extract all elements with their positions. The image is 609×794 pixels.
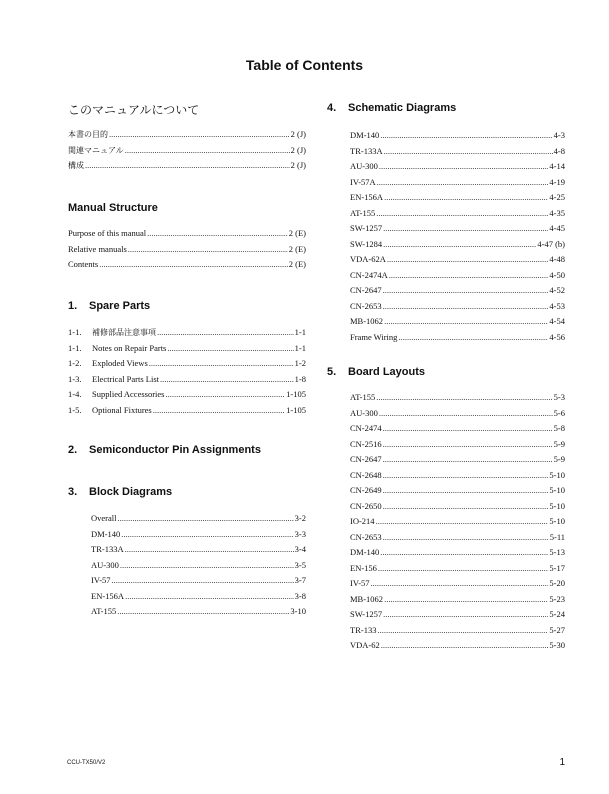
toc-entry-page: 1-1 (294, 342, 306, 353)
toc-list-board-layouts (350, 392, 565, 656)
toc-entry-label: EN-156A (91, 590, 125, 601)
dot-leader (383, 532, 549, 542)
dot-leader (398, 332, 548, 342)
toc-entry-page: 3-7 (294, 575, 306, 585)
toc-entry-page: 3-4 (294, 544, 306, 554)
toc-entry[interactable] (68, 244, 306, 260)
toc-entry-number: 1-1. (68, 342, 82, 353)
section-heading-manual-structure: Manual Structure (68, 202, 158, 214)
toc-entry-page: 5-10 (549, 500, 565, 511)
dot-leader (383, 285, 549, 295)
toc-entry[interactable] (350, 254, 565, 270)
toc-entry-page: 3-2 (294, 513, 306, 523)
section-heading-semiconductor (68, 444, 261, 456)
toc-entry-label: Frame Wiring (350, 331, 398, 342)
section-title: Schematic Diagrams (348, 102, 457, 114)
toc-entry[interactable] (350, 516, 565, 532)
toc-entry-page: 5-3 (553, 392, 565, 402)
toc-entry[interactable] (350, 439, 565, 455)
toc-entry-label: CN-2653 (350, 300, 382, 311)
dot-leader (376, 208, 548, 218)
dot-leader (99, 259, 288, 269)
toc-entry-page: 1-1 (294, 327, 306, 337)
toc-entry-label: CN-2647 (350, 285, 382, 295)
dot-leader (383, 485, 549, 495)
toc-entry[interactable] (350, 146, 565, 162)
toc-entry[interactable] (350, 130, 565, 146)
section-heading-spare-parts (68, 300, 150, 312)
toc-list-spare-parts (68, 327, 306, 420)
toc-entry-page: 1-105 (286, 389, 306, 399)
toc-entry-label: TR-133 (350, 624, 377, 635)
toc-entry-page: 5-11 (549, 531, 565, 542)
dot-leader (118, 513, 294, 523)
toc-entry[interactable] (350, 609, 565, 625)
toc-entry-label: Supplied Accessories (92, 389, 165, 399)
dot-leader (381, 640, 549, 650)
toc-entry[interactable] (68, 374, 306, 390)
toc-entry[interactable] (350, 594, 565, 610)
dot-leader (383, 454, 553, 464)
dot-leader (125, 544, 294, 554)
section-number: 4. (327, 102, 337, 114)
toc-entry[interactable] (68, 343, 306, 359)
toc-entry[interactable] (350, 423, 565, 439)
toc-entry-label: AT-155 (91, 606, 117, 616)
toc-list-about (68, 129, 306, 176)
toc-entry[interactable] (91, 606, 306, 622)
toc-entry-page: 2 (J) (290, 129, 306, 139)
dot-leader (85, 160, 290, 170)
toc-entry-label: AT-155 (350, 207, 376, 218)
toc-entry-label: TR-133A (350, 145, 383, 156)
toc-list-block-diagrams (91, 513, 306, 622)
toc-entry-page: 1-2 (294, 358, 306, 368)
toc-entry[interactable] (350, 316, 565, 332)
toc-entry[interactable] (350, 392, 565, 408)
section-title: Board Layouts (348, 366, 426, 378)
dot-leader (379, 161, 549, 171)
toc-entry[interactable] (350, 285, 565, 301)
toc-entry[interactable] (68, 129, 306, 145)
section-heading-schematic (327, 102, 456, 114)
toc-entry[interactable] (91, 529, 306, 545)
dot-leader (380, 130, 552, 140)
toc-entry-label: IO-214 (350, 516, 375, 526)
toc-entry-label: DM-140 (350, 547, 380, 557)
toc-entry-label: 関連マニュアル (68, 145, 124, 155)
toc-entry-number: 1-3. (68, 373, 82, 384)
toc-entry[interactable] (350, 301, 565, 317)
dot-leader (376, 516, 549, 526)
toc-entry-page: 4-54 (549, 316, 565, 326)
toc-list-schematic (350, 130, 565, 347)
toc-entry-page: 2 (J) (290, 144, 306, 155)
toc-entry-page: 5-6 (553, 407, 565, 418)
dot-leader (379, 408, 553, 418)
toc-entry-label: TR-133A (91, 544, 124, 554)
section-title: Semiconductor Pin Assignments (89, 444, 261, 456)
dot-leader (153, 405, 285, 415)
toc-entry-label: CN-2474A (350, 269, 388, 280)
toc-entry-label: Overall (91, 513, 117, 523)
toc-entry-page: 5-27 (549, 624, 565, 635)
toc-entry-label: Optional Fixtures (92, 404, 152, 415)
toc-entry-label: AU-300 (91, 559, 119, 570)
toc-entry[interactable] (350, 239, 565, 255)
toc-entry-label: DM-140 (91, 528, 121, 539)
toc-entry-label: 補修部品注意事項 (92, 328, 156, 337)
toc-entry[interactable] (350, 408, 565, 424)
toc-entry-page: 4-52 (549, 285, 565, 295)
toc-entry-page: 4-47 (b) (537, 238, 565, 249)
toc-entry[interactable] (350, 177, 565, 193)
dot-leader (377, 625, 548, 635)
section-heading-block-diagrams (68, 486, 172, 498)
toc-entry[interactable] (350, 192, 565, 208)
toc-entry[interactable] (68, 358, 306, 374)
toc-entry[interactable] (350, 485, 565, 501)
dot-leader (383, 470, 549, 480)
toc-entry[interactable] (350, 578, 565, 594)
dot-leader (383, 609, 548, 619)
toc-entry-page: 2 (J) (290, 160, 306, 170)
toc-entry-page: 1-8 (294, 373, 306, 384)
toc-entry[interactable] (350, 208, 565, 224)
section-title: Block Diagrams (89, 486, 173, 498)
dot-leader (147, 228, 288, 238)
dot-leader (387, 254, 549, 264)
toc-entry[interactable] (350, 223, 565, 239)
section-number: 2. (68, 444, 78, 456)
dot-leader (383, 439, 553, 449)
toc-entry[interactable] (68, 405, 306, 421)
toc-entry-label: CN-2649 (350, 485, 382, 495)
toc-entry-page: 5-8 (553, 423, 565, 433)
section-number: 5. (327, 366, 337, 378)
dot-leader (109, 129, 290, 139)
toc-entry[interactable] (91, 591, 306, 607)
toc-entry-label: EN-156 (350, 562, 377, 573)
toc-entry-label: Electrical Parts List (92, 373, 160, 384)
toc-entry-label: CN-2648 (350, 469, 382, 480)
toc-entry-page: 4-3 (553, 130, 565, 140)
toc-entry-page: 5-9 (553, 438, 565, 449)
section-number: 3. (68, 486, 78, 498)
dot-leader (377, 177, 549, 187)
toc-entry-page: 5-10 (549, 516, 565, 526)
dot-leader (378, 563, 548, 573)
toc-entry-page: 5-20 (549, 578, 565, 588)
toc-entry-label: DM-140 (350, 130, 380, 140)
toc-entry-page: 2 (E) (288, 243, 306, 254)
dot-leader (112, 575, 294, 585)
dot-leader (384, 316, 548, 326)
toc-entry[interactable] (350, 640, 565, 656)
toc-entry-label: Purpose of this manual (68, 228, 147, 238)
section-title: Spare Parts (89, 300, 151, 312)
toc-entry-page: 4-14 (549, 161, 565, 171)
section-number: 1. (68, 300, 78, 312)
toc-entry-page: 2 (E) (288, 259, 306, 269)
dot-leader (380, 547, 548, 557)
dot-leader (384, 594, 548, 604)
toc-list-manual-structure (68, 228, 306, 275)
toc-entry-page: 4-25 (549, 192, 565, 202)
toc-entry-label: IV-57A (350, 176, 376, 187)
toc-entry[interactable] (350, 470, 565, 486)
toc-entry[interactable] (68, 145, 306, 161)
toc-entry-label: VDA-62A (350, 254, 386, 264)
toc-entry-label: AU-300 (350, 407, 378, 418)
dot-leader (384, 192, 548, 202)
toc-entry[interactable] (68, 259, 306, 275)
dot-leader (128, 244, 288, 254)
dot-leader (165, 389, 285, 399)
toc-entry-page: 4-19 (549, 176, 565, 187)
dot-leader (376, 392, 552, 402)
toc-entry-label: Notes on Repair Parts (92, 342, 167, 353)
toc-entry-label: SW-1257 (350, 223, 383, 233)
toc-entry-page: 3-8 (294, 590, 306, 601)
toc-entry[interactable] (91, 513, 306, 529)
dot-leader (383, 239, 536, 249)
dot-leader (383, 301, 549, 311)
section-heading-about: このマニュアルについて (68, 103, 200, 117)
toc-entry-page: 5-10 (549, 485, 565, 495)
toc-entry-page: 4-48 (549, 254, 565, 264)
toc-entry[interactable] (68, 327, 306, 343)
toc-entry-label: 本書の目的 (68, 130, 108, 139)
toc-entry[interactable] (350, 625, 565, 641)
toc-entry-number: 1-5. (68, 404, 82, 415)
toc-entry-label: SW-1284 (350, 238, 383, 249)
toc-entry-page: 4-8 (553, 145, 565, 156)
dot-leader (125, 591, 294, 601)
toc-entry-page: 3-10 (290, 606, 306, 616)
dot-leader (383, 423, 553, 433)
toc-entry[interactable] (68, 228, 306, 244)
footer-page-number: 1 (559, 757, 565, 768)
toc-entry[interactable] (350, 161, 565, 177)
toc-entry-label: CN-2516 (350, 438, 382, 449)
toc-entry[interactable] (350, 532, 565, 548)
toc-entry-label: Exploded Views (92, 358, 148, 368)
toc-entry[interactable] (91, 575, 306, 591)
page-title: Table of Contents (245, 57, 364, 73)
toc-entry[interactable] (91, 544, 306, 560)
toc-entry-page: 5-9 (553, 454, 565, 464)
toc-entry[interactable] (350, 332, 565, 348)
toc-entry-page: 5-10 (549, 469, 565, 480)
toc-entry-page: 4-45 (549, 223, 565, 233)
dot-leader (383, 223, 548, 233)
dot-leader (121, 529, 293, 539)
toc-entry-page: 4-53 (549, 300, 565, 311)
dot-leader (125, 145, 290, 155)
toc-entry-label: Contents (68, 259, 99, 269)
toc-entry-page: 4-35 (549, 207, 565, 218)
toc-entry-page: 5-13 (549, 547, 565, 557)
toc-entry[interactable] (68, 160, 306, 176)
toc-entry-label: AT-155 (350, 392, 376, 402)
toc-entry[interactable] (350, 270, 565, 286)
toc-entry-number: 1-2. (68, 358, 82, 368)
dot-leader (167, 343, 293, 353)
toc-entry[interactable] (68, 389, 306, 405)
toc-entry-page: 5-24 (549, 609, 565, 619)
toc-entry-label: CN-2650 (350, 500, 382, 511)
toc-entry-label: IV-57 (91, 575, 111, 585)
toc-entry-label: CN-2474 (350, 423, 382, 433)
toc-entry-page: 1-105 (286, 404, 306, 415)
dot-leader (157, 327, 294, 337)
toc-entry[interactable] (91, 560, 306, 576)
toc-entry-number: 1-1. (68, 327, 82, 337)
toc-entry[interactable] (350, 454, 565, 470)
toc-entry-label: EN-156A (350, 192, 384, 202)
toc-entry-label: AU-300 (350, 161, 378, 171)
toc-entry-page: 2 (E) (288, 228, 306, 238)
toc-entry-page: 5-23 (549, 593, 565, 604)
toc-entry-label: VDA-62 (350, 640, 380, 650)
toc-entry-label: Relative manuals (68, 243, 127, 254)
dot-leader (383, 501, 549, 511)
dot-leader (371, 578, 549, 588)
toc-entry-page: 4-56 (549, 331, 565, 342)
toc-entry-label: SW-1257 (350, 609, 383, 619)
footer-model-number: CCU-TX50/V2 (67, 760, 106, 766)
toc-entry[interactable] (350, 563, 565, 579)
dot-leader (389, 270, 549, 280)
toc-entry-label: CN-2653 (350, 531, 382, 542)
dot-leader (120, 560, 294, 570)
toc-entry[interactable] (350, 501, 565, 517)
toc-entry-page: 5-30 (549, 640, 565, 650)
dot-leader (384, 146, 553, 156)
toc-entry-number: 1-4. (68, 389, 82, 399)
toc-entry-label: CN-2647 (350, 454, 382, 464)
toc-entry-label: IV-57 (350, 578, 370, 588)
toc-entry-page: 3-3 (294, 528, 306, 539)
dot-leader (117, 606, 289, 616)
dot-leader (149, 358, 294, 368)
toc-entry-label: MB-1062 (350, 593, 384, 604)
toc-entry-label: MB-1062 (350, 316, 384, 326)
toc-entry-page: 5-17 (549, 562, 565, 573)
toc-entry[interactable] (350, 547, 565, 563)
toc-entry-page: 3-5 (294, 559, 306, 570)
toc-entry-page: 4-50 (549, 269, 565, 280)
section-heading-board-layouts (327, 366, 425, 378)
dot-leader (160, 374, 294, 384)
toc-entry-label: 構成 (68, 161, 84, 170)
